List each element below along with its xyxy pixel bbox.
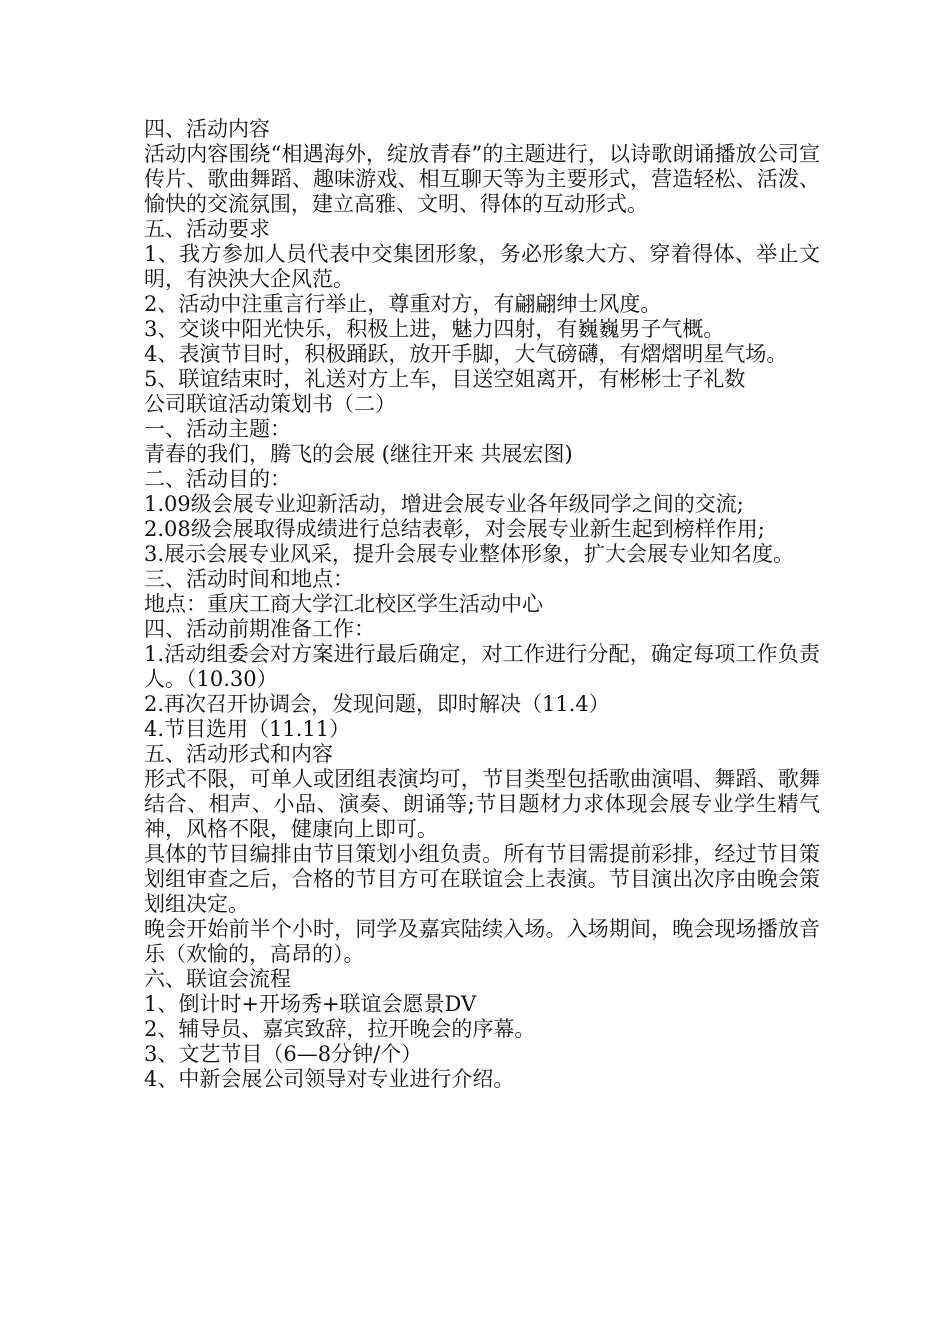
list-item: 3.展示会展专业风采，提升会展专业整体形象，扩大会展专业知名度。 [144, 542, 795, 566]
list-item: 1、倒计时+开场秀+联谊会愿景DV [144, 992, 477, 1016]
list-item: 4、表演节目时，积极踊跃，放开手脚，大气磅礴，有熠熠明星气场。 [144, 342, 788, 366]
list-item: 5、联谊结束时，礼送对方上车，目送空姐离开，有彬彬士子礼数 [144, 367, 746, 391]
body-paragraph: 晚会开始前半个小时，同学及嘉宾陆续入场。入场期间，晚会现场播放音乐（欢愉的，高昂的）。 [144, 917, 820, 966]
document-subtitle: 公司联谊活动策划书（二） [144, 392, 396, 416]
section-heading: 四、活动内容 [144, 117, 270, 141]
section-heading: 一、活动主题： [144, 417, 291, 441]
section-heading: 六、联谊会流程 [144, 967, 291, 991]
section-heading: 四、活动前期准备工作： [144, 617, 375, 641]
list-item: 1.09级会展专业迎新活动，增进会展专业各年级同学之间的交流; [144, 492, 744, 516]
section-heading: 五、活动形式和内容 [144, 742, 333, 766]
section-heading: 三、活动时间和地点： [144, 567, 354, 591]
list-item: 2.08级会展取得成绩进行总结表彰，对会展专业新生起到榜样作用; [144, 517, 765, 541]
list-item: 4.节目选用（11.11） [144, 717, 351, 741]
section-heading: 五、活动要求 [144, 217, 270, 241]
list-item: 2、活动中注重言行举止，尊重对方，有翩翩绅士风度。 [144, 292, 662, 316]
list-item: 4、中新会展公司领导对专业进行介绍。 [144, 1067, 515, 1091]
body-paragraph: 形式不限，可单人或团组表演均可，节目类型包括歌曲演唱、舞蹈、歌舞结合、相声、小品、演奏、朗诵等;节目题材力求体现会展专业学生精气神，风格不限，健康向上即可。 [144, 767, 820, 841]
list-item: 1、我方参加人员代表中交集团形象，务必形象大方、穿着得体、举止文明，有泱泱大企风范。 [144, 242, 820, 291]
list-item: 3、文艺节目（6—8分钟/个） [144, 1042, 423, 1066]
body-paragraph: 青春的我们，腾飞的会展 (继往开来 共展宏图) [144, 442, 573, 466]
list-item: 3、交谈中阳光快乐，积极上进，魅力四射，有巍巍男子气概。 [144, 317, 725, 341]
body-paragraph: 地点：重庆工商大学江北校区学生活动中心 [144, 592, 543, 616]
list-item: 2、辅导员、嘉宾致辞，拉开晚会的序幕。 [144, 1017, 536, 1041]
section-heading: 二、活动目的： [144, 467, 291, 491]
body-paragraph: 具体的节目编排由节目策划小组负责。所有节目需提前彩排，经过节目策划组审查之后，合格的节目方可在联谊会上表演。节目演出次序由晚会策划组决定。 [144, 842, 820, 916]
list-item: 2.再次召开协调会，发现问题，即时解决（11.4） [144, 692, 610, 716]
document-body [144, 117, 820, 1092]
list-item: 1.活动组委会对方案进行最后确定，对工作进行分配，确定每项工作负责人。（10.30） [144, 642, 820, 691]
body-paragraph: 活动内容围绕“相遇海外，绽放青春”的主题进行，以诗歌朗诵播放公司宣传片、歌曲舞蹈、趣味游戏、相互聊天等为主要形式，营造轻松、活泼、愉快的交流氛围，建立高雅、文明、得体的互动形式。 [144, 142, 820, 216]
